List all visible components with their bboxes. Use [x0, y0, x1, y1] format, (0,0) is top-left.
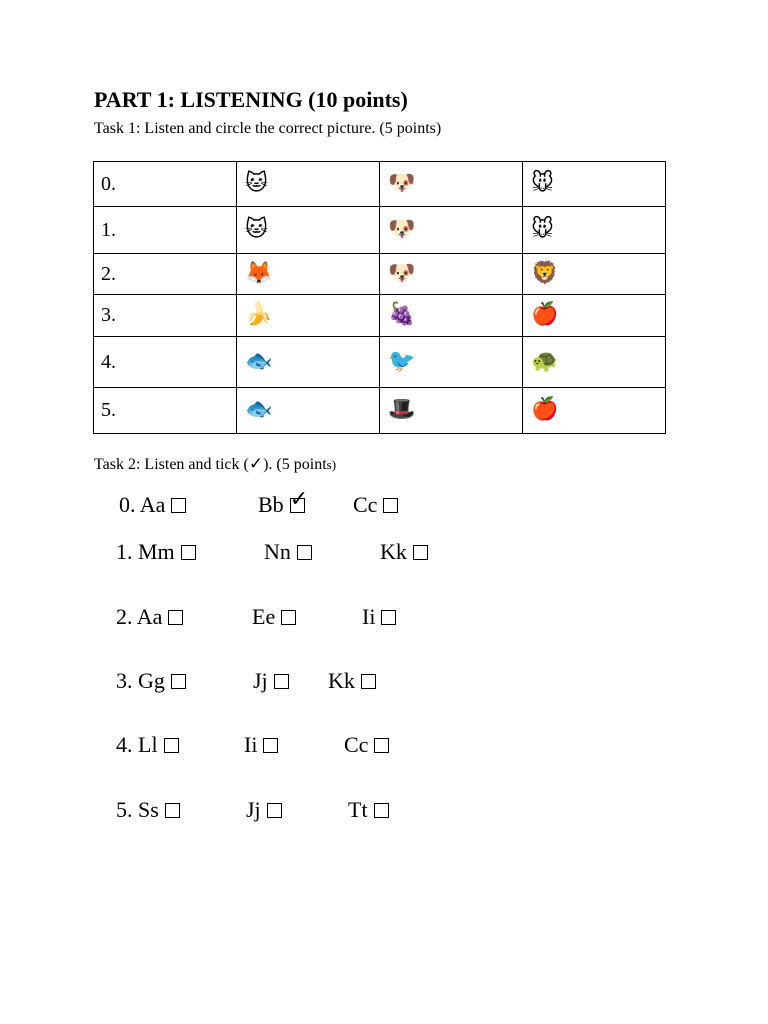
question-number: 5. [116, 797, 133, 822]
letter-pair: Kk [380, 539, 407, 564]
checkbox[interactable] [171, 498, 186, 513]
picture-cell[interactable] [523, 388, 666, 434]
fish-icon: 🐟 [245, 397, 273, 422]
letter-pair: Tt [348, 797, 368, 822]
question-number: 3. [116, 668, 133, 693]
fish-icon: 🐟 [245, 348, 273, 374]
picture-cell[interactable] [523, 254, 666, 295]
letter-option [344, 734, 389, 756]
task2-instruction-text-a: Task 2: Listen and tick ( [94, 456, 249, 473]
dog-face-icon: 🐶 [388, 170, 416, 196]
letter-option [116, 670, 186, 692]
picture-cell[interactable] [380, 162, 523, 207]
picture-cell[interactable] [237, 207, 380, 254]
letter-pair: Aa [139, 492, 166, 517]
picture-cell[interactable] [523, 295, 666, 337]
checkbox[interactable] [383, 498, 398, 513]
picture-cell[interactable] [237, 162, 380, 207]
letter-option [116, 606, 183, 628]
letter-pair: Ee [252, 604, 276, 629]
row-number: 1. [94, 207, 237, 254]
letter-pair: Cc [353, 492, 378, 517]
checkbox[interactable] [267, 803, 282, 818]
picture-cell[interactable] [523, 337, 666, 388]
checkbox[interactable] [168, 610, 183, 625]
question-number: 0. [119, 492, 136, 517]
letter-pair: Mm [138, 539, 175, 564]
checkbox[interactable] [164, 738, 179, 753]
picture-cell[interactable] [237, 295, 380, 337]
question-number: 4. [116, 732, 133, 757]
picture-cell[interactable] [237, 254, 380, 295]
checkbox[interactable] [361, 674, 376, 689]
letter-pair: Ii [244, 732, 258, 757]
picture-cell[interactable] [380, 388, 523, 434]
letter-option [116, 734, 179, 756]
checkbox[interactable] [165, 803, 180, 818]
row-number: 2. [94, 254, 237, 295]
picture-cell[interactable] [380, 207, 523, 254]
letter-option [348, 799, 389, 821]
letter-option [244, 734, 278, 756]
checkbox[interactable] [381, 610, 396, 625]
letter-option [258, 494, 305, 516]
letter-pair: Nn [264, 539, 291, 564]
letter-option [380, 541, 428, 563]
picture-cell[interactable] [380, 254, 523, 295]
dog-face-icon: 🐶 [388, 260, 416, 286]
task1-picture-table [93, 161, 666, 434]
lion-face-icon: 🦁 [531, 260, 559, 286]
mouse-face-icon: 🐭 [531, 170, 554, 196]
picture-cell[interactable] [237, 337, 380, 388]
question-number: 1. [116, 539, 133, 564]
checkbox[interactable] [297, 545, 312, 560]
checkbox[interactable] [274, 674, 289, 689]
letter-pair: Ss [138, 797, 159, 822]
picture-cell[interactable] [380, 337, 523, 388]
picture-cell[interactable] [380, 295, 523, 337]
cat-face-icon: 🐱 [245, 170, 268, 196]
letter-pair: Jj [253, 668, 268, 693]
letter-option [116, 799, 180, 821]
row-number: 0. [94, 162, 237, 207]
picture-cell[interactable] [237, 388, 380, 434]
checkbox[interactable] [374, 738, 389, 753]
letter-option [328, 670, 376, 692]
letter-pair: Ii [362, 604, 376, 629]
bird-icon: 🐦 [388, 348, 416, 374]
checkbox[interactable] [181, 545, 196, 560]
row-number: 3. [94, 295, 237, 337]
task2-instruction [94, 454, 336, 474]
letter-option [252, 606, 296, 628]
picture-cell[interactable] [523, 207, 666, 254]
question-number: 2. [116, 604, 133, 629]
letter-pair: Jj [246, 797, 261, 822]
checkbox[interactable] [413, 545, 428, 560]
letter-option [264, 541, 312, 563]
letter-option [116, 541, 196, 563]
top-hat-icon: 🎩 [388, 397, 416, 422]
letter-pair: Cc [344, 732, 369, 757]
banana-icon: 🍌 [245, 302, 273, 327]
cat-face-icon: 🐱 [245, 216, 268, 242]
letter-pair: Ll [138, 732, 158, 757]
row-number: 5. [94, 388, 237, 434]
checked-checkbox[interactable] [290, 498, 305, 513]
row-number: 4. [94, 337, 237, 388]
apple-icon: 🍎 [531, 302, 559, 327]
letter-option [253, 670, 289, 692]
letter-option [353, 494, 398, 516]
task1-instruction: Task 1: Listen and circle the correct picture. (5 points) [94, 120, 442, 137]
task1-row [94, 207, 666, 254]
task1-row [94, 254, 666, 295]
checkbox[interactable] [281, 610, 296, 625]
letter-pair: Bb [258, 492, 284, 517]
letter-pair: Aa [136, 604, 163, 629]
dog-face-icon: 🐶 [388, 216, 416, 242]
task2-instruction-text-b: ). (5 point [263, 456, 327, 473]
letter-pair: Gg [138, 668, 165, 693]
checkbox[interactable] [374, 803, 389, 818]
checkbox[interactable] [171, 674, 186, 689]
picture-cell[interactable] [523, 162, 666, 207]
checkbox[interactable] [263, 738, 278, 753]
grapes-icon: 🍇 [388, 302, 416, 327]
task1-row [94, 388, 666, 434]
apple-icon: 🍎 [531, 397, 559, 422]
task2-instruction-text-c: s) [326, 457, 337, 472]
task1-row [94, 162, 666, 207]
tick-mark-icon: ✓ [248, 454, 264, 474]
page-title: PART 1: LISTENING (10 points) [94, 87, 408, 112]
letter-option [246, 799, 282, 821]
letter-option [362, 606, 396, 628]
task1-row [94, 337, 666, 388]
letter-pair: Kk [328, 668, 355, 693]
turtle-icon: 🐢 [531, 348, 559, 374]
fox-face-icon: 🦊 [245, 260, 273, 286]
letter-option [119, 494, 186, 516]
mouse-face-icon: 🐭 [531, 216, 554, 242]
task1-row [94, 295, 666, 337]
